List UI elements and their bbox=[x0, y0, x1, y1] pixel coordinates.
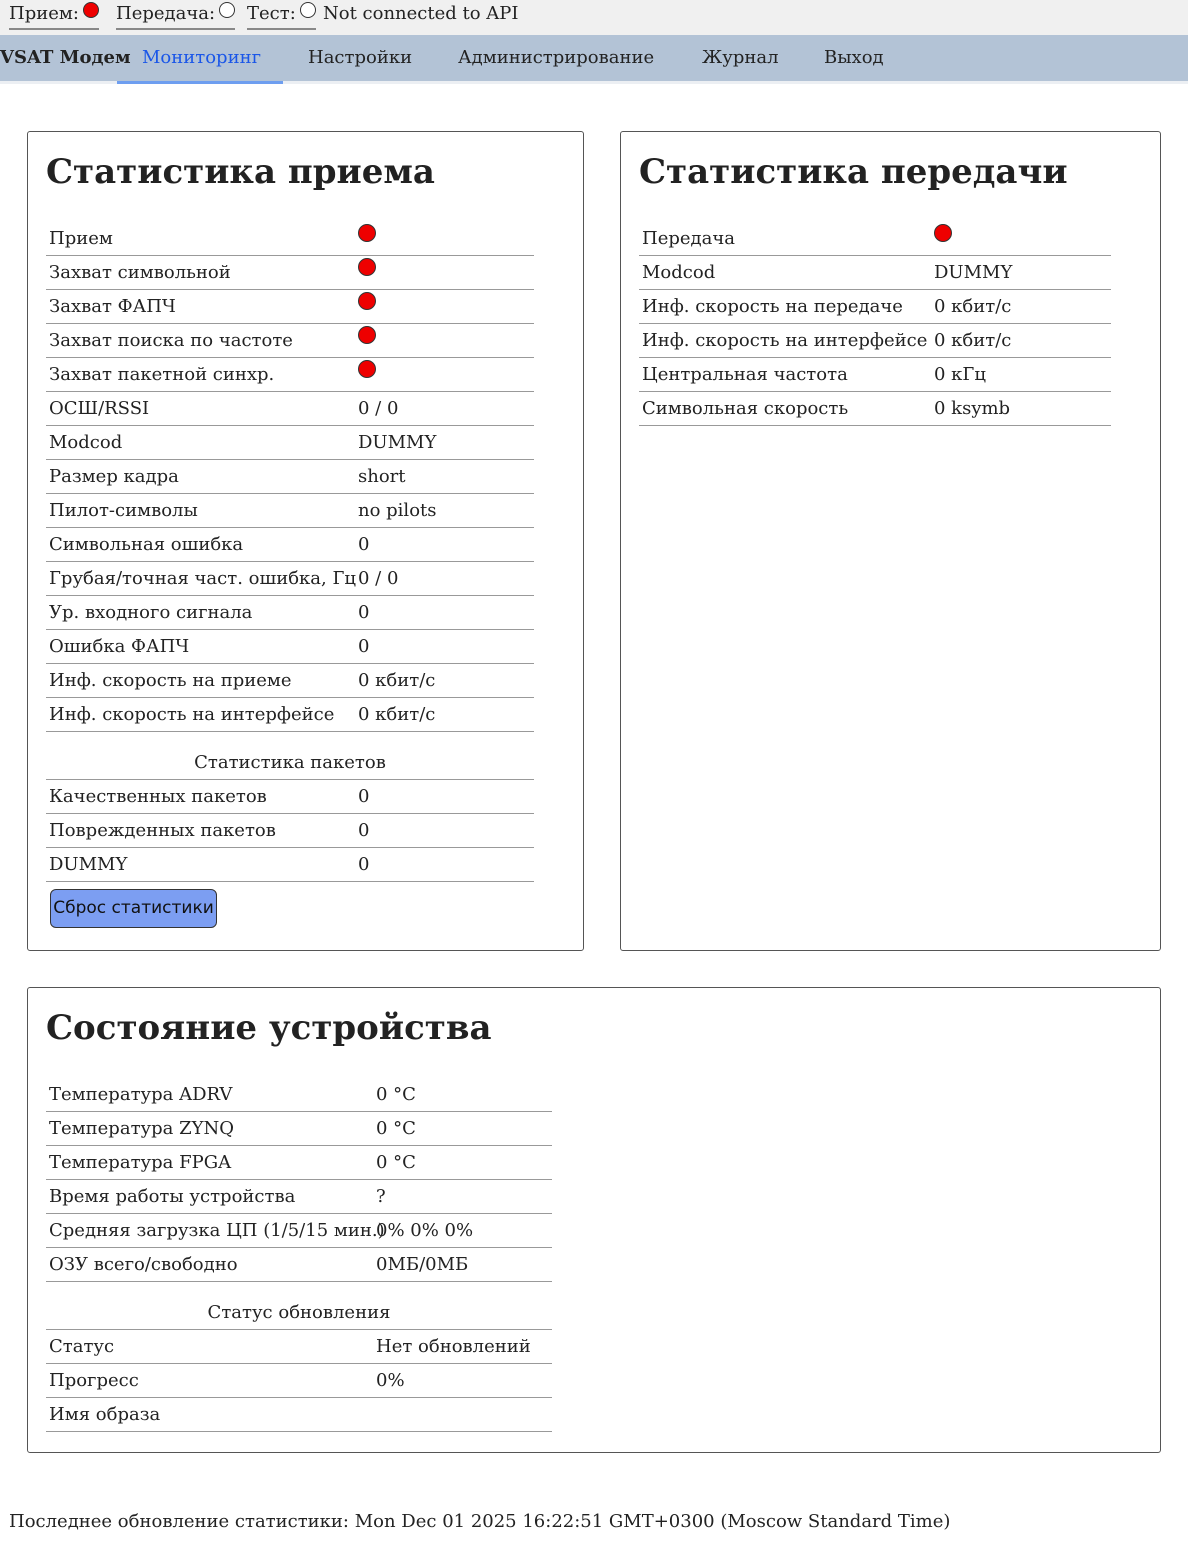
row-value: 0 / 0 bbox=[358, 568, 399, 589]
rx-status bbox=[9, 2, 99, 30]
table-row bbox=[46, 664, 534, 698]
row-value: Нет обновлений bbox=[376, 1336, 531, 1357]
table-row bbox=[46, 698, 534, 732]
table-row bbox=[46, 1112, 552, 1146]
row-value: no pilots bbox=[358, 500, 437, 521]
table-row bbox=[46, 630, 534, 664]
row-value: 0 °C bbox=[376, 1152, 416, 1173]
test-status-label: Тест: bbox=[247, 3, 296, 24]
row-indicator bbox=[358, 324, 376, 358]
table-row bbox=[46, 358, 534, 392]
row-value: 0 bbox=[358, 820, 370, 841]
row-label: DUMMY bbox=[49, 854, 128, 875]
tab-exit[interactable]: Выход bbox=[824, 47, 884, 68]
table-row bbox=[46, 324, 534, 358]
table-row bbox=[46, 1078, 552, 1112]
table-row bbox=[46, 222, 534, 256]
row-label: Инф. скорость на приеме bbox=[49, 670, 292, 691]
last-update-timestamp: Mon Dec 01 2025 16:22:51 GMT+0300 (Moscow Standard Time) bbox=[354, 1511, 951, 1532]
row-value: 0% bbox=[376, 1370, 405, 1391]
row-label: Температура FPGA bbox=[49, 1152, 232, 1173]
tx-status-label: Передача: bbox=[116, 3, 216, 24]
row-label: Имя образа bbox=[49, 1404, 161, 1425]
table-row bbox=[639, 392, 1111, 426]
table-row bbox=[46, 460, 534, 494]
row-label: Modcod bbox=[642, 262, 716, 283]
row-value: 0 bbox=[358, 786, 370, 807]
table-row bbox=[639, 324, 1111, 358]
row-label: Захват пакетной синхр. bbox=[49, 364, 275, 385]
table-row bbox=[46, 848, 534, 882]
row-label: Прием bbox=[49, 228, 113, 249]
last-update bbox=[9, 1509, 950, 1535]
row-label: Качественных пакетов bbox=[49, 786, 267, 807]
row-value: DUMMY bbox=[934, 262, 1013, 283]
tab-monitoring[interactable]: Мониторинг bbox=[142, 47, 262, 68]
row-value: 0 кбит/с bbox=[358, 704, 436, 725]
row-value: 0 кГц bbox=[934, 364, 986, 385]
row-label: Ур. входного сигнала bbox=[49, 602, 253, 623]
row-value: 0 кбит/с bbox=[934, 330, 1012, 351]
row-value: 0 кбит/с bbox=[358, 670, 436, 691]
test-indicator-icon bbox=[300, 2, 316, 18]
table-row bbox=[639, 358, 1111, 392]
table-row bbox=[46, 1214, 552, 1248]
status-indicator-icon bbox=[934, 224, 952, 242]
table-row bbox=[46, 392, 534, 426]
row-value: 0 кбит/с bbox=[934, 296, 1012, 317]
table-row bbox=[46, 528, 534, 562]
packets-subheading: Статистика пакетов bbox=[46, 746, 534, 780]
tx-status bbox=[116, 2, 235, 30]
row-value: 0% 0% 0% bbox=[376, 1220, 474, 1241]
rx-stats-card bbox=[27, 131, 584, 951]
table-row bbox=[639, 222, 1111, 256]
status-indicator-icon bbox=[358, 224, 376, 242]
update-subheading: Статус обновления bbox=[46, 1296, 552, 1330]
spacer bbox=[46, 732, 534, 746]
tab-administration[interactable]: Администрирование bbox=[458, 47, 655, 68]
row-indicator bbox=[358, 358, 376, 392]
row-value: 0 bbox=[358, 854, 370, 875]
table-row bbox=[46, 1146, 552, 1180]
table-row bbox=[46, 256, 534, 290]
device-state-title: Состояние устройства bbox=[46, 1008, 492, 1048]
table-row bbox=[46, 290, 534, 324]
row-label: Прогресс bbox=[49, 1370, 139, 1391]
row-value: 0 bbox=[358, 602, 370, 623]
active-tab-underline bbox=[117, 81, 283, 84]
row-indicator bbox=[934, 222, 952, 256]
rx-stats-title: Статистика приема bbox=[46, 152, 435, 192]
rx-indicator-icon bbox=[83, 2, 99, 18]
row-label: ОЗУ всего/свободно bbox=[49, 1254, 238, 1275]
device-state-card bbox=[27, 987, 1161, 1453]
table-row bbox=[46, 1330, 552, 1364]
tab-settings[interactable]: Настройки bbox=[308, 47, 413, 68]
row-label: Modcod bbox=[49, 432, 123, 453]
row-label: Инф. скорость на передаче bbox=[642, 296, 903, 317]
status-indicator-icon bbox=[358, 360, 376, 378]
status-bar bbox=[0, 0, 1188, 35]
row-value: short bbox=[358, 466, 406, 487]
table-row bbox=[639, 290, 1111, 324]
row-label: Поврежденных пакетов bbox=[49, 820, 276, 841]
rx-status-label: Прием: bbox=[9, 3, 79, 24]
status-indicator-icon bbox=[358, 326, 376, 344]
tx-stats-table bbox=[639, 222, 1111, 426]
rx-stats-table bbox=[46, 222, 534, 882]
tx-stats-card bbox=[620, 131, 1161, 951]
row-value: ? bbox=[376, 1186, 386, 1207]
row-value: 0 °C bbox=[376, 1084, 416, 1105]
row-label: Захват символьной bbox=[49, 262, 231, 283]
table-row bbox=[46, 562, 534, 596]
row-label: Время работы устройства bbox=[49, 1186, 296, 1207]
table-row bbox=[46, 1248, 552, 1282]
row-label: Символьная ошибка bbox=[49, 534, 244, 555]
row-value: 0 ksymb bbox=[934, 398, 1011, 419]
row-label: Передача bbox=[642, 228, 735, 249]
row-label: Температура ZYNQ bbox=[49, 1118, 234, 1139]
table-row bbox=[46, 426, 534, 460]
row-value: 0 °C bbox=[376, 1118, 416, 1139]
row-label: Средняя загрузка ЦП (1/5/15 мин.) bbox=[49, 1220, 385, 1241]
status-indicator-icon bbox=[358, 258, 376, 276]
row-value: DUMMY bbox=[358, 432, 437, 453]
row-indicator bbox=[358, 256, 376, 290]
row-indicator bbox=[358, 290, 376, 324]
last-update-label: Последнее обновление статистики: bbox=[9, 1511, 349, 1532]
row-indicator bbox=[358, 222, 376, 256]
tx-stats-title: Статистика передачи bbox=[639, 152, 1068, 192]
table-row bbox=[639, 256, 1111, 290]
row-label: Захват ФАПЧ bbox=[49, 296, 176, 317]
row-label: Захват поиска по частоте bbox=[49, 330, 293, 351]
device-state-table bbox=[46, 1078, 552, 1432]
brand-title: VSAT Модем bbox=[0, 47, 131, 68]
connection-status: Not connected to API bbox=[323, 3, 519, 24]
spacer bbox=[46, 1282, 552, 1296]
row-label: Статус bbox=[49, 1336, 115, 1357]
row-label: Температура ADRV bbox=[49, 1084, 233, 1105]
table-row bbox=[46, 1180, 552, 1214]
row-value: 0 / 0 bbox=[358, 398, 399, 419]
table-row bbox=[46, 780, 534, 814]
table-row bbox=[46, 596, 534, 630]
row-value: 0МБ/0МБ bbox=[376, 1254, 469, 1275]
row-label: ОСШ/RSSI bbox=[49, 398, 150, 419]
row-value: 0 bbox=[358, 534, 370, 555]
row-label: Инф. скорость на интерфейсе bbox=[642, 330, 928, 351]
tab-journal[interactable]: Журнал bbox=[702, 47, 779, 68]
test-status bbox=[247, 2, 316, 30]
row-label: Символьная скорость bbox=[642, 398, 849, 419]
table-row bbox=[46, 1364, 552, 1398]
table-row bbox=[46, 1398, 552, 1432]
nav-bar bbox=[0, 35, 1188, 81]
status-indicator-icon bbox=[358, 292, 376, 310]
row-label: Грубая/точная част. ошибка, Гц bbox=[49, 568, 356, 589]
tx-indicator-icon bbox=[219, 2, 235, 18]
row-value: 0 bbox=[358, 636, 370, 657]
row-label: Инф. скорость на интерфейсе bbox=[49, 704, 335, 725]
row-label: Ошибка ФАПЧ bbox=[49, 636, 190, 657]
reset-stats-button[interactable]: Сброс статистики bbox=[50, 889, 217, 928]
row-label: Размер кадра bbox=[49, 466, 179, 487]
row-label: Пилот-символы bbox=[49, 500, 198, 521]
row-label: Центральная частота bbox=[642, 364, 848, 385]
table-row bbox=[46, 814, 534, 848]
table-row bbox=[46, 494, 534, 528]
